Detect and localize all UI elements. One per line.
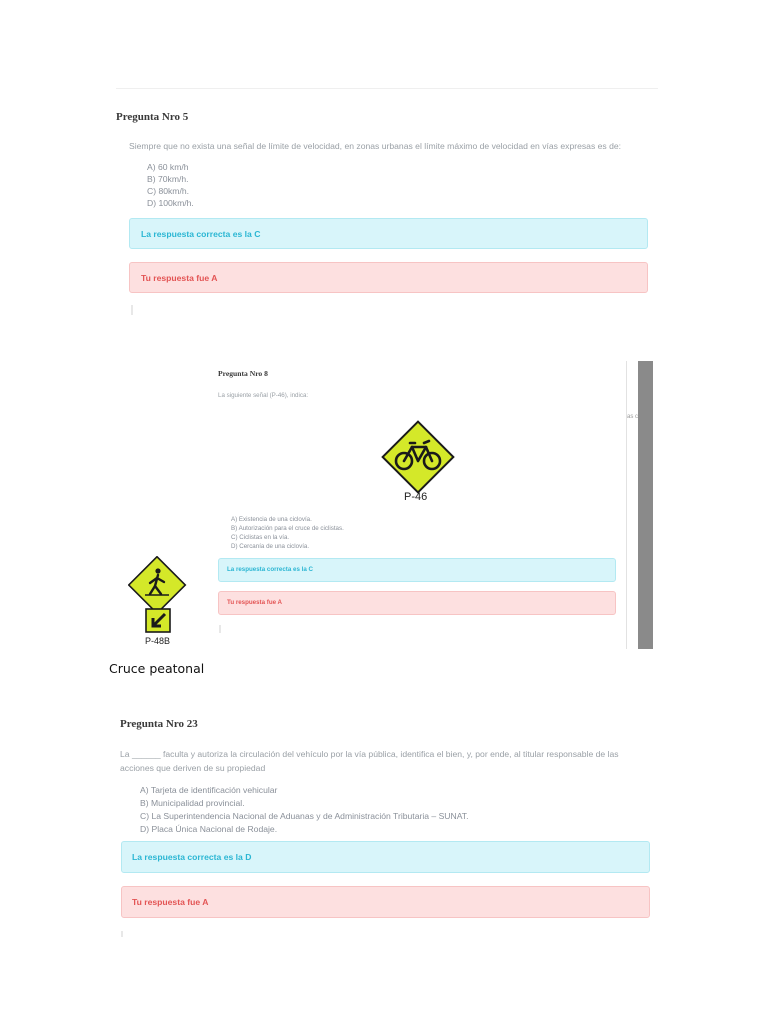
correct-answer-alert: [129, 218, 648, 249]
question-text: La siguiente señal (P-46), indica:: [218, 392, 309, 399]
scroll-marker: [121, 931, 123, 937]
question-card-23: [108, 705, 663, 945]
scroll-marker: [219, 625, 221, 633]
option-a[interactable]: A) 60 km/h: [147, 162, 189, 172]
sign-label: P-46: [404, 491, 428, 503]
option-d[interactable]: D) Placa Única Nacional de Rodaje.: [140, 824, 278, 834]
your-answer-alert: [121, 886, 650, 918]
your-answer-alert: [218, 591, 616, 615]
scroll-marker: [131, 305, 133, 315]
correct-answer-text: La respuesta correcta es la C: [227, 566, 313, 573]
adjacent-panel-divider: [626, 361, 627, 649]
option-b[interactable]: B) Municipalidad provincial.: [140, 798, 245, 808]
adjacent-panel-text: as c: [627, 414, 639, 420]
option-c[interactable]: C) 80km/h.: [147, 186, 190, 196]
question-title: Pregunta Nro 23: [120, 718, 198, 730]
option-c[interactable]: C) La Superintendencia Nacional de Aduanas y de Administración Tributaria – SUNAT.: [140, 811, 469, 821]
question-card-8: [208, 361, 626, 649]
correct-answer-text: La respuesta correcta es la D: [132, 852, 252, 862]
option-b[interactable]: B) 70km/h.: [147, 174, 189, 184]
your-answer-alert: [129, 262, 648, 293]
question-title: Pregunta Nro 5: [116, 111, 189, 123]
question-card-5: [116, 88, 658, 325]
pedestrian-crossing-sign-icon: [128, 556, 188, 636]
option-a[interactable]: A) Existencia de una ciclovía.: [231, 516, 312, 523]
correct-answer-text: La respuesta correcta es la C: [141, 229, 261, 239]
sign-caption: Cruce peatonal: [109, 661, 205, 676]
your-answer-text: Tu respuesta fue A: [227, 599, 283, 606]
option-a[interactable]: A) Tarjeta de identificación vehicular: [140, 785, 278, 795]
correct-answer-alert: [218, 558, 616, 582]
option-b[interactable]: B) Autorización para el cruce de ciclistas.: [231, 525, 344, 532]
question-text-line-2: acciones que deriven de su propiedad: [120, 763, 266, 773]
option-d[interactable]: D) 100km/h.: [147, 198, 194, 208]
question-title: Pregunta Nro 8: [218, 369, 268, 378]
correct-answer-alert: [121, 841, 650, 873]
your-answer-text: Tu respuesta fue A: [132, 897, 209, 907]
scrollbar[interactable]: [638, 361, 653, 649]
question-text-line-1: La ______ faculta y autoriza la circulación del vehículo por la vía pública, identifica el bien, y, por ende, al titular responsable de las: [120, 749, 619, 759]
bicycle-warning-sign-icon: [380, 419, 456, 495]
question-text: Siempre que no exista una señal de límite de velocidad, en zonas urbanas el límite máximo de velocidad en vías expresas es de:: [129, 141, 622, 151]
option-c[interactable]: C) Ciclistas en la vía.: [231, 534, 290, 541]
option-d[interactable]: D) Cercanía de una ciclovía.: [231, 543, 310, 550]
your-answer-text: Tu respuesta fue A: [141, 273, 218, 283]
sign-label: P-48B: [145, 636, 171, 646]
